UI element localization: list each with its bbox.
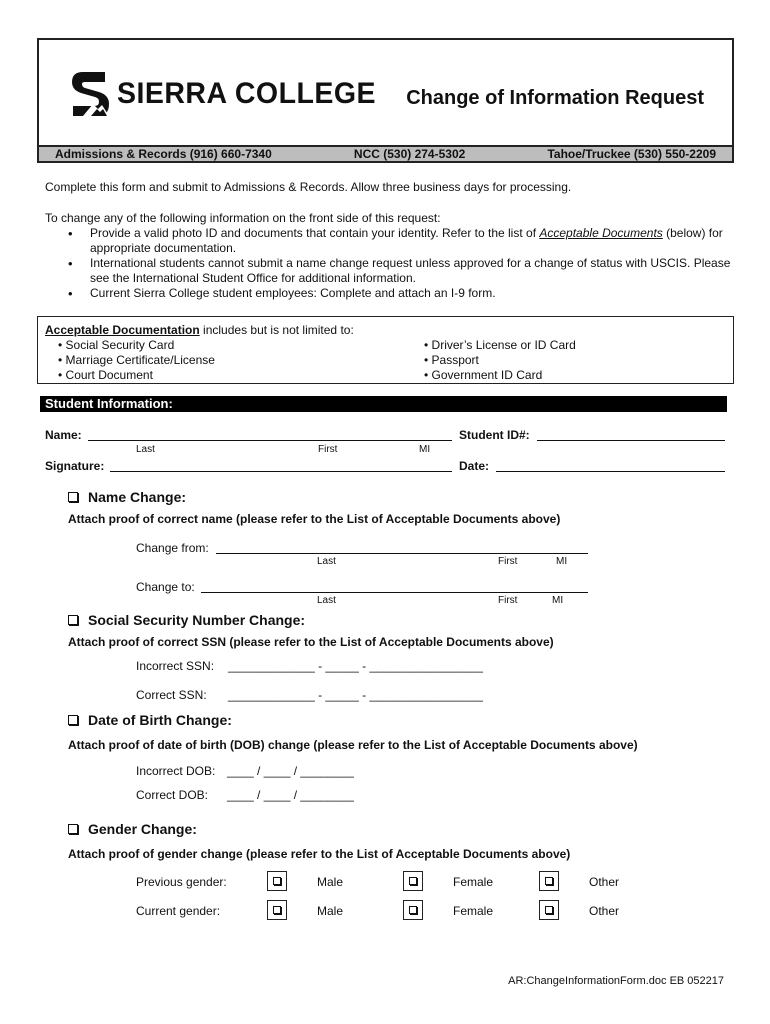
doc-item: • Social Security Card: [58, 338, 175, 352]
acceptable-documents-link: Acceptable Documents: [539, 226, 663, 240]
doc-item: • Driver’s License or ID Card: [424, 338, 576, 352]
sierra-college-logo: [69, 68, 390, 120]
name-field[interactable]: [88, 440, 452, 441]
mi-caption: MI: [419, 444, 431, 455]
requirement-item: • International students cannot submit a name change request unless approved for a change of status with USCIS. Please see the International Student Office for additional information.: [68, 256, 738, 286]
form-header: [37, 38, 734, 163]
dob-change-instruction: Attach proof of date of birth (DOB) change (please refer to the List of Acceptable Documents above): [68, 738, 638, 752]
requirement-item: • Provide a valid photo ID and documents that contain your identity. Refer to the list of Acceptable Documents (below) for appropriate documentation.: [68, 226, 738, 256]
current-gender-label: Current gender:: [136, 904, 221, 918]
intro-text: Complete this form and submit to Admissions & Records. Allow three business days for processing.: [45, 180, 572, 194]
ssn-change-instruction: Attach proof of correct SSN (please refer to the List of Acceptable Documents above): [68, 635, 554, 649]
doc-item: • Marriage Certificate/License: [58, 353, 215, 367]
contact-tahoe: Tahoe/Truckee (530) 550-2209: [547, 147, 716, 161]
signature-field[interactable]: [110, 471, 452, 472]
change-from-field[interactable]: [216, 553, 588, 554]
contact-admissions: Admissions & Records (916) 660-7340: [55, 147, 272, 161]
intro-instruction: To change any of the following information on the front side of this request:: [45, 211, 441, 225]
date-field[interactable]: [496, 471, 725, 472]
female-option-label: Female: [453, 875, 494, 889]
correct-dob-field[interactable]: ____ / ____ / ________: [227, 788, 354, 802]
name-change-instruction: Attach proof of correct name (please refer to the List of Acceptable Documents above): [68, 512, 561, 526]
student-info-header: Student Information:: [40, 396, 727, 412]
correct-ssn-field[interactable]: _____________ - _____ - _________________: [228, 688, 483, 702]
current-other-checkbox[interactable]: [539, 900, 559, 920]
current-female-checkbox[interactable]: [403, 900, 423, 920]
signature-label: Signature:: [45, 459, 105, 473]
correct-dob-label: Correct DOB:: [136, 788, 209, 802]
docs-column-right: [424, 338, 576, 383]
dob-change-checkbox[interactable]: [68, 715, 78, 725]
first-caption: First: [498, 595, 518, 606]
previous-female-checkbox[interactable]: [403, 871, 423, 891]
incorrect-dob-label: Incorrect DOB:: [136, 764, 216, 778]
dob-change-option[interactable]: Date of Birth Change:: [68, 712, 232, 728]
incorrect-dob-field[interactable]: ____ / ____ / ________: [227, 764, 354, 778]
previous-gender-label: Previous gender:: [136, 875, 227, 889]
docs-column-left: [58, 338, 215, 383]
docs-title: Acceptable Documentation: [45, 323, 200, 337]
last-caption: Last: [136, 444, 155, 455]
acceptable-documentation-box: Acceptable Documentation includes but is not limited to: • Social Security Card • Marriage Certificate/License • Court Document • Driver’s License or ID Card • Passport • Government ID Card: [37, 316, 734, 384]
incorrect-ssn-label: Incorrect SSN:: [136, 659, 215, 673]
contact-bar: [39, 145, 732, 161]
requirement-item: • Current Sierra College student employees: Complete and attach an I-9 form.: [68, 286, 738, 301]
contact-ncc: NCC (530) 274-5302: [353, 147, 466, 161]
name-change-checkbox[interactable]: [68, 492, 78, 502]
requirements-list: [68, 226, 738, 301]
other-option-label: Other: [589, 875, 620, 889]
first-caption: First: [498, 556, 518, 567]
logo-text: SIERRA COLLEGE: [117, 77, 376, 110]
gender-change-option[interactable]: Gender Change:: [68, 821, 197, 837]
previous-other-checkbox[interactable]: [539, 871, 559, 891]
doc-item: • Court Document: [58, 368, 153, 382]
doc-item: • Passport: [424, 353, 479, 367]
previous-male-checkbox[interactable]: [267, 871, 287, 891]
female-option-label: Female: [453, 904, 494, 918]
male-option-label: Male: [317, 904, 344, 918]
gender-change-checkbox[interactable]: [68, 824, 78, 834]
change-to-field[interactable]: [201, 592, 588, 593]
ssn-change-option[interactable]: Social Security Number Change:: [68, 612, 305, 628]
other-option-label: Other: [589, 904, 620, 918]
last-caption: Last: [317, 556, 336, 567]
date-label: Date:: [459, 459, 490, 473]
current-male-checkbox[interactable]: [267, 900, 287, 920]
ssn-change-checkbox[interactable]: [68, 615, 78, 625]
correct-ssn-label: Correct SSN:: [136, 688, 207, 702]
first-caption: First: [318, 444, 338, 455]
last-caption: Last: [317, 595, 336, 606]
student-id-field[interactable]: [537, 440, 725, 441]
name-change-option[interactable]: Name Change:: [68, 489, 186, 505]
student-id-label: Student ID#:: [459, 428, 530, 442]
mi-caption: MI: [552, 595, 564, 606]
mi-caption: MI: [556, 556, 568, 567]
change-from-label: Change from:: [136, 541, 209, 555]
doc-item: • Government ID Card: [424, 368, 543, 382]
incorrect-ssn-field[interactable]: _____________ - _____ - _________________: [228, 659, 483, 673]
name-label: Name:: [45, 428, 82, 442]
male-option-label: Male: [317, 875, 344, 889]
sierra-s-mountain-icon: [69, 68, 111, 120]
gender-change-instruction: Attach proof of gender change (please refer to the List of Acceptable Documents above): [68, 847, 571, 861]
form-title: Change of Information Request: [406, 87, 704, 109]
form-footer-id: AR:ChangeInformationForm.doc EB 052217: [508, 975, 724, 987]
change-to-label: Change to:: [136, 580, 195, 594]
